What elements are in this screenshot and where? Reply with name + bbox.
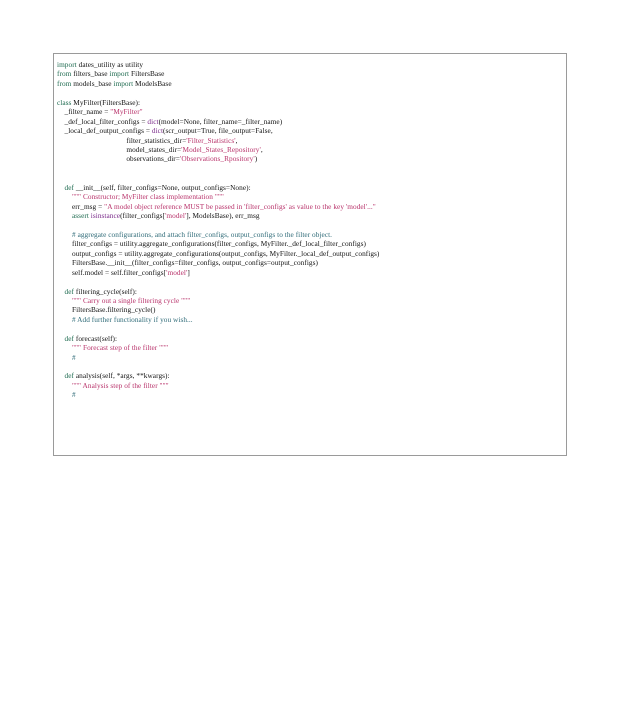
code-line [57, 145, 379, 154]
code-line [57, 287, 379, 296]
code-token: from [57, 69, 72, 79]
code-line [57, 353, 379, 362]
code-token: import [57, 60, 77, 69]
code-token: # [72, 390, 76, 400]
code-line [57, 381, 379, 390]
code-token: from [57, 78, 72, 88]
code-token: models_base [71, 78, 114, 88]
code-token: _local_def_output_configs = [57, 126, 152, 136]
code-token: observations_dir= [57, 154, 180, 164]
code-token: # Add further functionality if you wish... [72, 314, 193, 324]
code-token: assert [72, 211, 89, 220]
code-token: analysis(self, *args, **kwargs): [73, 371, 170, 381]
code-token [57, 371, 65, 380]
code-line [57, 324, 379, 333]
code-line [57, 315, 379, 324]
code-line [57, 220, 379, 229]
code-line [57, 154, 379, 163]
code-line [57, 117, 379, 126]
code-token: "MyFilter" [110, 107, 143, 117]
code-line [57, 183, 379, 192]
code-line [57, 390, 379, 399]
code-token: FiltersBase.__init__(filter_configs=filter_configs, output_configs=output_configs) [57, 258, 318, 268]
code-token: FiltersBase.filtering_cycle() [57, 305, 156, 315]
code-token: _def_local_filter_configs = [57, 116, 148, 126]
code-line [57, 192, 379, 201]
code-token [57, 211, 72, 220]
code-token [57, 183, 65, 192]
code-token: filter_configs = utility.aggregate_configurations(filter_configs, MyFilter._def_local_filter_configs) [57, 239, 366, 249]
code-token: import [113, 78, 134, 88]
code-token: FiltersBase [129, 69, 165, 79]
code-token: # aggregate configurations, and attach filter_configs, output_configs to the filter object. [72, 229, 333, 239]
code-token: ModelsBase [133, 78, 172, 88]
code-line [57, 239, 379, 248]
code-token: MyFilter(FiltersBase): [71, 97, 141, 107]
code-token: import [109, 69, 130, 79]
code-line [57, 79, 379, 88]
code-line [57, 164, 379, 173]
code-token: __init__(self, filter_configs=None, output_configs=None): [73, 182, 251, 192]
code-token [57, 390, 72, 399]
code-token [57, 287, 65, 296]
code-line [57, 69, 379, 78]
code-line [57, 362, 379, 371]
code-token: forecast(self): [73, 333, 118, 343]
code-line [57, 268, 379, 277]
code-token: def [64, 286, 74, 296]
code-token: 'model' [165, 211, 187, 220]
code-token: 'Model_States_Repository' [181, 144, 261, 154]
code-token: output_configs = utility.aggregate_configurations(output_configs, MyFilter._local_def_output_configs) [57, 248, 380, 258]
code-lines [57, 60, 379, 400]
code-line [57, 230, 379, 239]
code-token [57, 315, 72, 324]
code-token: (model=None, filter_name=_filter_name) [158, 116, 283, 126]
code-line [57, 334, 379, 343]
code-line [57, 343, 379, 352]
code-token: "A model object reference MUST be passed in 'filter_configs' as value to the key 'model'..." [104, 201, 376, 211]
code-token: (scr_output=True, file_output=False, [163, 126, 273, 136]
code-line [57, 249, 379, 258]
code-token [57, 296, 72, 305]
code-token: 'Observations_Rpository' [179, 154, 255, 164]
code-token: dict [147, 116, 159, 126]
code-line [57, 305, 379, 314]
code-token: """ Forecast step of the filter """ [72, 343, 169, 353]
code-token: """ Constructor; MyFilter class implementation """ [72, 192, 224, 202]
code-token: def [64, 182, 74, 192]
code-token: filter_statistics_dir= [57, 135, 187, 145]
code-token: class [57, 97, 72, 107]
code-token: 'model' [166, 267, 188, 277]
code-line [57, 98, 379, 107]
code-line [57, 296, 379, 305]
code-token: dict [151, 126, 164, 136]
code-line [57, 136, 379, 145]
code-token: , [260, 144, 263, 154]
code-line [57, 173, 379, 182]
code-line [57, 88, 379, 97]
code-line [57, 371, 379, 380]
code-token: _filter_name = [57, 107, 111, 117]
code-token: dates_utility as utility [76, 60, 144, 69]
code-token: ] [187, 267, 190, 277]
code-token: def [64, 333, 74, 343]
code-token [57, 334, 65, 343]
code-token [57, 192, 72, 201]
code-token [57, 353, 72, 362]
code-token: filters_base [71, 69, 110, 79]
code-line [57, 107, 379, 116]
code-line [57, 60, 379, 69]
code-line [57, 126, 379, 135]
code-token: (filter_configs[ [120, 211, 166, 220]
code-line [57, 211, 379, 220]
code-token: , [235, 135, 238, 145]
code-token: 'Filter_Statistics' [186, 135, 236, 145]
code-token: isinstance [90, 211, 121, 220]
code-token: """ Carry out a single filtering cycle """ [72, 295, 191, 305]
code-line [57, 202, 379, 211]
code-token [57, 343, 72, 352]
code-token: self.model = self.filter_configs[ [57, 267, 167, 277]
code-token: ) [254, 154, 258, 164]
code-token: ], ModelsBase), err_msg [186, 211, 260, 220]
code-token: err_msg = [57, 201, 105, 211]
code-line [57, 277, 379, 286]
code-line [57, 258, 379, 267]
code-token: model_states_dir= [57, 144, 182, 154]
code-token: # [72, 352, 76, 362]
code-token: filtering_cycle(self): [73, 286, 137, 296]
code-token [57, 381, 72, 390]
code-token [57, 230, 72, 239]
code-token: """ Analysis step of the filter """ [72, 380, 169, 390]
code-listing-panel [53, 53, 567, 456]
code-token: def [64, 371, 74, 381]
